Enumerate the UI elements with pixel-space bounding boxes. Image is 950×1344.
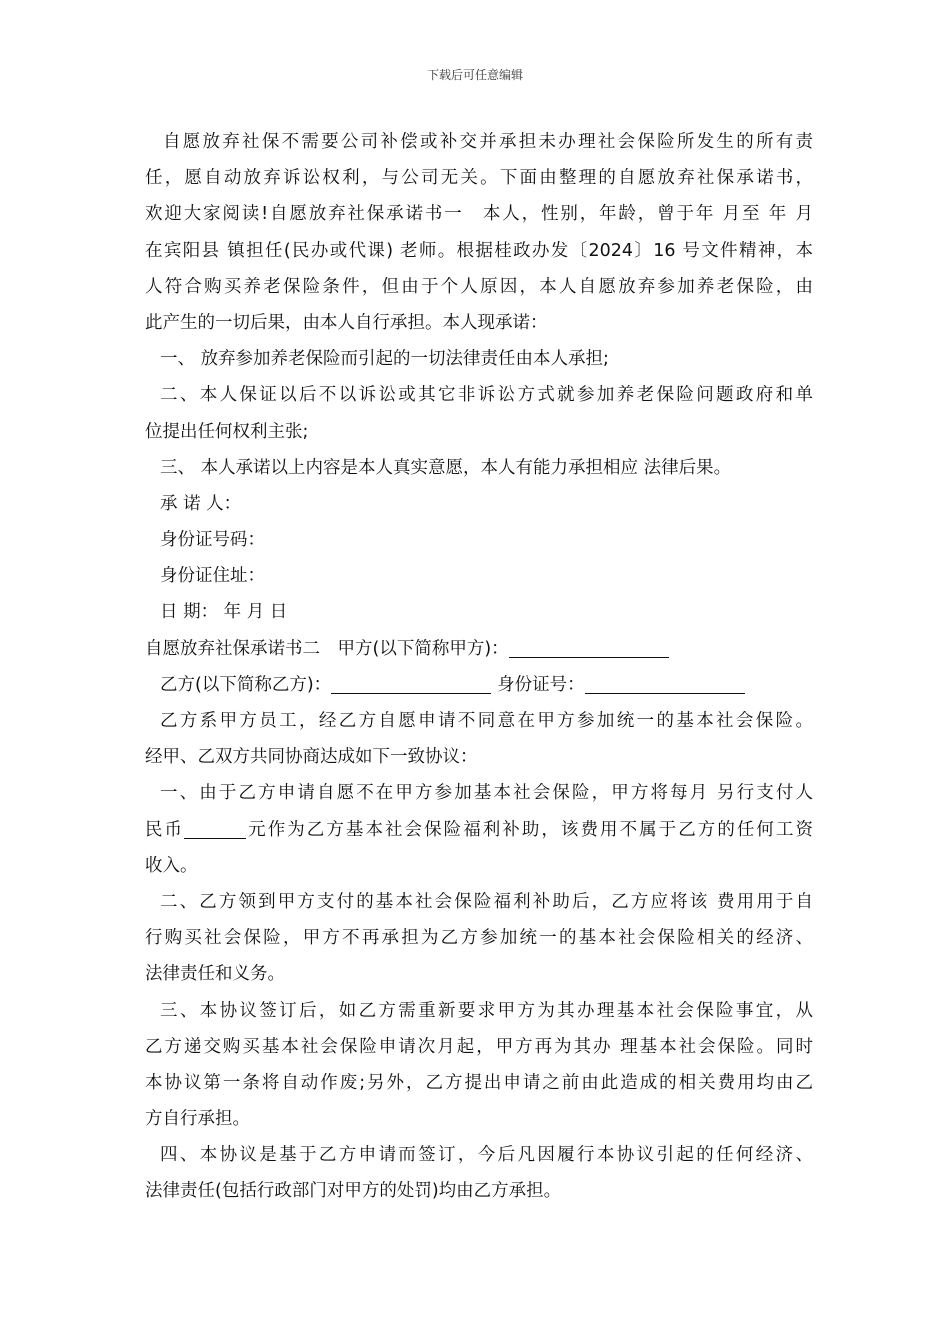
paragraph-line: 三、 本人承诺以上内容是本人真实意愿，本人有能力承担相应 法律后果。 xyxy=(160,457,732,478)
document-body xyxy=(145,124,813,1210)
paragraph-line: 一、由于乙方申请自愿不在甲方参加基本社会保险，甲方将每月 另行支付人 xyxy=(160,783,813,804)
paragraph-line: 行购买社会保险，甲方不再承担为乙方参加统一的基本社会保险相关的经济、 xyxy=(145,928,813,949)
paragraph-line: 自愿放弃社保不需要公司补偿或补交并承担未办理社会保险所发生的所有责 xyxy=(163,132,813,152)
party-a-blank xyxy=(509,635,669,658)
party-b-id-blank xyxy=(585,671,745,694)
page-header: 下载后可任意编辑 xyxy=(426,68,523,82)
amount-line xyxy=(145,812,813,848)
id-address-label: 身份证住址： xyxy=(160,566,265,587)
party-b-blank xyxy=(331,671,491,694)
paragraph-line: 法律责任和义务。 xyxy=(145,964,285,985)
party-b-line xyxy=(145,667,813,703)
paragraph-line: 二、乙方领到甲方支付的基本社会保险福利补助后，乙方应将该 费用用于自 xyxy=(160,891,813,912)
paragraph-line: 法律责任(包括行政部门对甲方的处罚)均由乙方承担。 xyxy=(145,1181,562,1202)
paragraph-line: 方自行承担。 xyxy=(145,1109,250,1130)
paragraph-line: 乙方递交购买基本社会保险申请次月起，甲方再为其办 理基本社会保险。同时 xyxy=(145,1036,813,1057)
paragraph-line: 四、本协议是基于乙方申请而签订，今后凡因履行本协议引起的任何经济、 xyxy=(160,1145,813,1166)
amount-prefix: 民币 xyxy=(145,819,185,840)
paragraph-line: 本协议第一条将自动作废;另外，乙方提出申请之前由此造成的相关费用均由乙 xyxy=(145,1072,813,1093)
paragraph-line: 一、 放弃参加养老保险而引起的一切法律责任由本人承担; xyxy=(160,349,609,370)
date-label: 日 期： 年 月 日 xyxy=(160,602,288,623)
paragraph-line: 乙方系甲方员工，经乙方自愿申请不同意在甲方参加统一的基本社会保险。 xyxy=(160,711,813,731)
paragraph-line: 三、本协议签订后，如乙方需重新要求甲方为其办理基本社会保险事宜，从 xyxy=(160,1000,813,1021)
paragraph-line: 任，愿自动放弃诉讼权利，与公司无关。下面由整理的自愿放弃社保承诺书， xyxy=(145,168,813,189)
paragraph-line: 此产生的一切后果，由本人自行承担。本人现承诺： xyxy=(145,312,548,333)
paragraph-line: 欢迎大家阅读!自愿放弃社保承诺书一 本人，性别，年龄，曾于年 月至 年 月 xyxy=(145,204,813,225)
party-b-id-label: 身份证号： xyxy=(497,674,585,695)
paragraph-line: 在宾阳县 镇担任(民办或代课) 老师。根据桂政办发〔2024〕16 号文件精神，本 xyxy=(145,240,813,261)
id-number-label: 身份证号码： xyxy=(160,530,265,551)
party-b-label: 乙方(以下简称乙方)： xyxy=(160,674,332,695)
signer-label: 承 诺 人： xyxy=(160,493,242,514)
paragraph-line: 人符合购买养老保险条件，但由于个人原因，本人自愿放弃参加养老保险，由 xyxy=(145,276,813,297)
paragraph-line: 二、本人保证以后不以诉讼或其它非诉讼方式就参加养老保险问题政府和单 xyxy=(160,385,813,406)
paragraph-line: 收入。 xyxy=(145,855,198,876)
paragraph-line: 经甲、乙双方共同协商达成如下一致协议： xyxy=(145,747,478,768)
party-a-label: 自愿放弃社保承诺书二 甲方(以下简称甲方)： xyxy=(145,638,509,659)
paragraph-line: 位提出任何权利主张; xyxy=(145,421,309,442)
party-a-line xyxy=(145,631,813,667)
amount-suffix: 元作为乙方基本社会保险福利补助，该费用不属于乙方的任何工资 xyxy=(246,819,813,840)
amount-blank xyxy=(184,816,246,839)
